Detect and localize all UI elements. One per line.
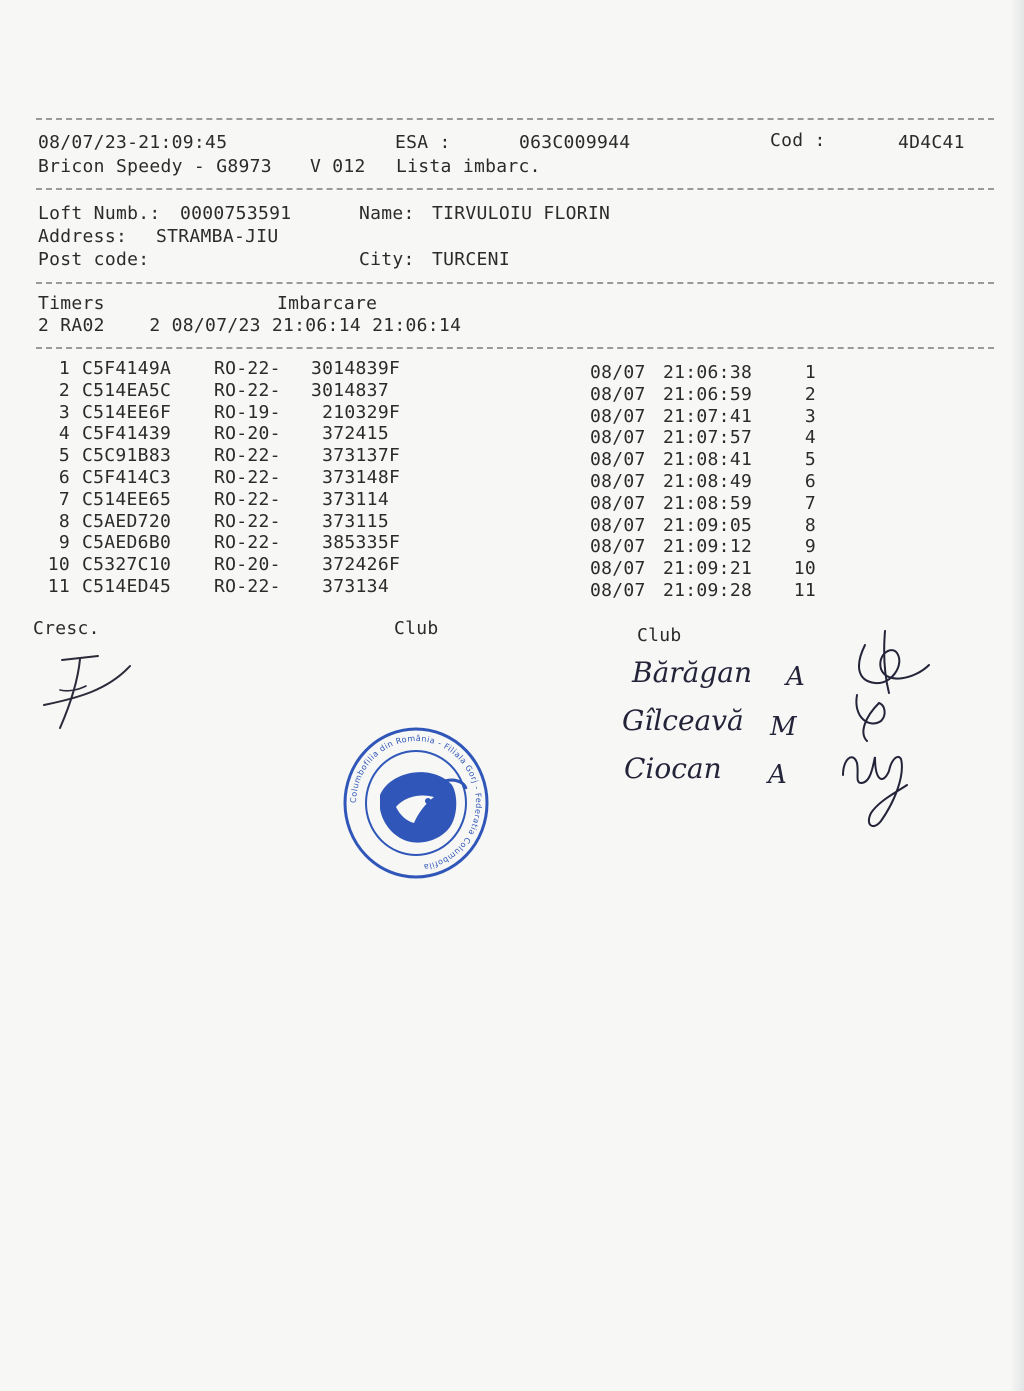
- bird-ring-prefix: RO-20-: [214, 554, 281, 576]
- bird-chip-id: C514EA5C: [82, 379, 172, 401]
- bird-index: 5: [58, 445, 70, 467]
- arrival-position: 10: [793, 558, 816, 580]
- bird-ring-prefix: RO-22-: [214, 445, 281, 467]
- arrival-time: 21:09:12: [663, 536, 753, 558]
- bird-row: [0, 488, 1024, 514]
- imbarcare-label: Imbarcare: [277, 293, 378, 314]
- arrival-position: 3: [804, 405, 816, 427]
- esa-label: ESA :: [395, 132, 451, 153]
- club-label: Club: [394, 618, 439, 639]
- arrival-date: 08/07: [590, 514, 646, 536]
- bird-ring-number: 385335F: [311, 532, 401, 554]
- bird-index: 6: [58, 467, 70, 488]
- arrival-time: 21:08:49: [663, 471, 753, 492]
- postcode-label: Post code:: [38, 249, 150, 270]
- club-stamp: [340, 723, 492, 883]
- arrival-time: 21:07:57: [663, 427, 753, 449]
- bird-ring-prefix: RO-22-: [214, 510, 281, 532]
- bird-ring-number: 210329F: [311, 401, 401, 423]
- arrival-time: 21:08:59: [663, 492, 753, 514]
- arrival-position: 11: [793, 580, 816, 601]
- bird-index: 9: [58, 532, 70, 554]
- esa-value: 063C009944: [519, 132, 631, 153]
- scan-edge-shadow: [1010, 0, 1024, 1391]
- cod-label: Cod :: [770, 130, 826, 151]
- bird-chip-id: C5F41439: [82, 423, 172, 445]
- bird-row: [0, 532, 1024, 558]
- city-value: TURCENI: [432, 249, 510, 270]
- bird-ring-prefix: RO-22-: [214, 467, 281, 488]
- arrival-position: 7: [804, 492, 816, 514]
- bird-ring-number: 372426F: [311, 554, 401, 576]
- divider: [36, 282, 994, 284]
- bird-row: [0, 423, 1024, 449]
- arrival-time: 21:06:59: [663, 383, 753, 405]
- bird-ring-prefix: RO-22-: [214, 379, 281, 401]
- club-signature-mark: A: [786, 662, 805, 692]
- bird-index: 7: [58, 488, 70, 510]
- bird-ring-number: 373114: [311, 488, 389, 510]
- bird-chip-id: C5327C10: [82, 554, 172, 576]
- address-value: STRAMBA-JIU: [156, 226, 279, 247]
- bird-ring-prefix: RO-22-: [214, 532, 281, 554]
- timer-line: 2 RA02 2 08/07/23 21:06:14 21:06:14: [38, 315, 462, 336]
- bird-ring-number: 373115: [311, 510, 389, 532]
- club-signature-name: Ciocan: [624, 752, 722, 785]
- arrival-position: 2: [804, 383, 816, 405]
- cresc-label: Cresc.: [33, 618, 100, 639]
- club-signature-mark: A: [768, 760, 787, 790]
- club-initials-signatures: [825, 625, 945, 835]
- arrival-time: 21:06:38: [663, 362, 753, 383]
- bird-chip-id: C5C91B83: [82, 445, 172, 467]
- bird-ring-prefix: RO-22-: [214, 576, 281, 597]
- device-version: V 012: [310, 156, 366, 177]
- bird-chip-id: C5AED720: [82, 510, 172, 532]
- bird-row: [0, 445, 1024, 471]
- bird-index: 4: [58, 423, 70, 445]
- bird-ring-number: 373134: [311, 576, 389, 597]
- bird-index: 10: [47, 554, 70, 576]
- club-signature-name: Bărăgan: [632, 656, 752, 689]
- bird-index: 2: [58, 379, 70, 401]
- header-datetime: 08/07/23-21:09:45: [38, 132, 228, 153]
- bird-ring-prefix: RO-22-: [214, 488, 281, 510]
- arrival-time: 21:08:41: [663, 449, 753, 471]
- bird-ring-number: 372415: [311, 423, 389, 445]
- arrival-date: 08/07: [590, 449, 646, 471]
- address-label: Address:: [38, 226, 128, 247]
- arrival-position: 9: [804, 536, 816, 558]
- loft-value: 0000753591: [180, 203, 292, 224]
- arrival-date: 08/07: [590, 471, 646, 492]
- arrival-date: 08/07: [590, 492, 646, 514]
- arrival-date: 08/07: [590, 405, 646, 427]
- bird-ring-prefix: RO-20-: [214, 423, 281, 445]
- name-value: TIRVULOIU FLORIN: [432, 203, 611, 224]
- bird-ring-prefix: RO-19-: [214, 401, 281, 423]
- club-label-signatures: Club: [637, 625, 682, 646]
- bird-index: 1: [58, 358, 70, 379]
- bird-row: [0, 401, 1024, 427]
- bird-chip-id: C5AED6B0: [82, 532, 172, 554]
- name-label: Name:: [359, 203, 415, 224]
- arrival-position: 1: [804, 362, 816, 383]
- bird-ring-number: 3014837: [311, 379, 389, 401]
- divider: [36, 118, 994, 120]
- cod-value: 4D4C41: [898, 132, 965, 153]
- arrival-time: 21:09:28: [663, 580, 753, 601]
- bird-ring-number: 3014839F: [311, 358, 401, 379]
- arrival-time: 21:07:41: [663, 405, 753, 427]
- bird-row: [0, 467, 1024, 492]
- bird-ring-prefix: RO-22-: [214, 358, 281, 379]
- loft-label: Loft Numb.:: [38, 203, 161, 224]
- bird-row: [0, 554, 1024, 580]
- bird-chip-id: C5F414C3: [82, 467, 172, 488]
- club-signature-mark: M: [770, 712, 797, 742]
- list-title: Lista imbarc.: [396, 156, 541, 177]
- bird-chip-id: C514ED45: [82, 576, 172, 597]
- bird-ring-number: 373148F: [311, 467, 401, 488]
- bird-chip-id: C514EE65: [82, 488, 172, 510]
- arrival-date: 08/07: [590, 580, 646, 601]
- bird-index: 3: [58, 401, 70, 423]
- arrival-position: 5: [804, 449, 816, 471]
- bird-ring-number: 373137F: [311, 445, 401, 467]
- breeder-signature: [38, 650, 138, 735]
- device-name: Bricon Speedy - G8973: [38, 156, 272, 177]
- arrival-position: 6: [804, 471, 816, 492]
- timers-label: Timers: [38, 293, 105, 314]
- arrival-time: 21:09:05: [663, 514, 753, 536]
- bird-chip-id: C514EE6F: [82, 401, 172, 423]
- arrival-date: 08/07: [590, 383, 646, 405]
- divider: [36, 188, 994, 190]
- arrival-date: 08/07: [590, 558, 646, 580]
- bird-row: [0, 379, 1024, 405]
- bird-index: 8: [58, 510, 70, 532]
- bird-chip-id: C5F4149A: [82, 358, 172, 379]
- arrival-position: 8: [804, 514, 816, 536]
- arrival-date: 08/07: [590, 427, 646, 449]
- divider: [36, 347, 994, 349]
- stamp-ring-text: Columbofilia din România - Filiala Gorj - Federatia Columbofila: [348, 733, 484, 872]
- arrival-time: 21:09:21: [663, 558, 753, 580]
- bird-row: [0, 576, 1024, 601]
- arrival-position: 4: [804, 427, 816, 449]
- arrival-date: 08/07: [590, 362, 646, 383]
- arrival-date: 08/07: [590, 536, 646, 558]
- city-label: City:: [359, 249, 415, 270]
- bird-index: 11: [47, 576, 70, 597]
- bird-row: [0, 510, 1024, 536]
- bird-row: [0, 358, 1024, 383]
- club-signature-name: Gîlceavă: [622, 704, 744, 737]
